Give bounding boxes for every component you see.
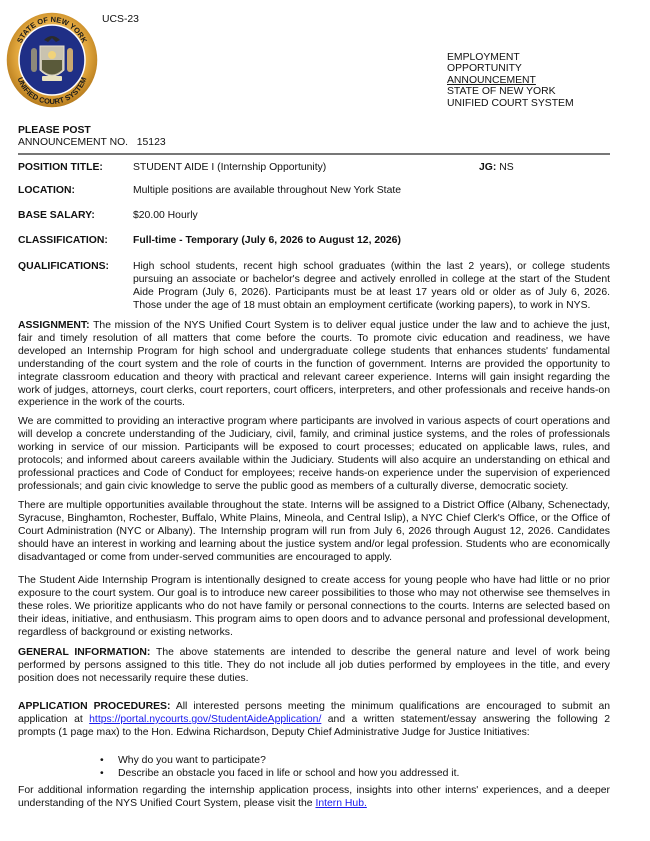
qualifications-label: QUALIFICATIONS: bbox=[18, 261, 110, 272]
announcement-number-value: 15123 bbox=[136, 137, 166, 148]
base-salary-label: BASE SALARY: bbox=[18, 210, 95, 221]
qualifications-value: High school students, recent high school graduates (within the last 2 years), or college students pursuing an associate or bachelor's degree and actively enrolled in college at the start of the Student Aide Program (July 6, 2026). Participants must be at least 17 years old or older as of July 6, 2026. Those under the age of 18 must obtain an employment certificate (working papers), to work in NYS. bbox=[133, 261, 610, 311]
location-value: Multiple positions are available throughout New York State bbox=[133, 185, 402, 196]
please-post-label: PLEASE POST bbox=[18, 125, 91, 136]
base-salary-value: $20.00 Hourly bbox=[133, 210, 198, 221]
essay-prompt-item: • Why do you want to participate? bbox=[100, 755, 459, 768]
location-label: LOCATION: bbox=[18, 185, 75, 196]
essay-prompts-list bbox=[100, 755, 459, 781]
general-information-paragraph bbox=[18, 647, 610, 686]
application-text-before: All interested persons meeting the minimum qualifications are encouraged to submit an application at bbox=[18, 701, 610, 725]
form-id: UCS-23 bbox=[102, 14, 139, 25]
program-paragraph: The Student Aide Internship Program is intentionally designed to create access for young people who have had little or no prior exposure to the court system. Our goal is to introduce new career possibilities to those who may not otherwise see themselves in these roles. We prioritize applicants who do not have family or personal connections to the courts. Interns are selected based on their ideas, initiative, and enthusiasm. This program aims to open doors and to advance personal and professional development, regardless of background or existing networks. bbox=[18, 575, 610, 638]
commitment-paragraph: We are committed to providing an interactive program where participants are involved in various aspects of court operations and will develop a concrete understanding of the Judiciary, civil, family, and criminal justice systems, and the roles of professionals working in service of our mission. Participants will be exposed to court processes; educated on applicable laws, rules, and protocols; and informed about careers available within the Judiciary. Students will also acquire an understanding on ethical and professional practices and Code of Conduct for employees; receive hands-on experience under the supervision of experienced professionals; and gain civic knowledge to serve the public good as members of a culturally diverse, democratic society. bbox=[18, 416, 610, 492]
title-line: STATE OF NEW YORK bbox=[447, 86, 556, 98]
additional-information-text: For additional information regarding the internship application process, insights into other interns' experiences, and a deeper understanding of the NYS Unified Court System, please visit the bbox=[18, 785, 610, 809]
assignment-heading: ASSIGNMENT: bbox=[18, 320, 90, 331]
title-line: UNIFIED COURT SYSTEM bbox=[447, 97, 574, 109]
application-portal-link[interactable]: https://portal.nycourts.gov/StudentAideApplication/ bbox=[89, 713, 322, 725]
header-divider bbox=[18, 153, 610, 155]
title-line: ANNOUNCEMENT bbox=[447, 74, 536, 86]
jg-value: NS bbox=[499, 162, 514, 173]
general-information-heading: GENERAL INFORMATION: bbox=[18, 647, 151, 658]
intern-hub-link[interactable]: Intern Hub. bbox=[315, 797, 367, 809]
svg-text:UNIFIED COURT SYSTEM: UNIFIED COURT SYSTEM bbox=[15, 75, 89, 107]
announcement-number bbox=[18, 137, 166, 150]
application-procedures-paragraph bbox=[18, 701, 610, 740]
general-information-text: The above statements are intended to describe the general nature and level of work being performed by persons assigned to this title. They do not include all job duties performed by employees in the title, and every position does not necessarily require these duties. bbox=[18, 647, 611, 684]
classification-label: CLASSIFICATION: bbox=[18, 235, 108, 246]
classification-value: Full-time - Temporary (July 6, 2026 to August 12, 2026) bbox=[133, 235, 401, 246]
title-line: OPPORTUNITY bbox=[447, 63, 522, 75]
application-procedures-heading: APPLICATION PROCEDURES: bbox=[18, 701, 171, 712]
nys-court-seal-logo bbox=[4, 10, 100, 110]
application-text-after: and a written statement/essay answering the following 2 prompts (1 page max) to the Hon. Edwina Richardson, Deputy Chief Administrative Judge for Justice Initiatives: bbox=[18, 713, 610, 738]
assignment-paragraph bbox=[18, 320, 610, 410]
position-title-value: STUDENT AIDE I (Internship Opportunity) bbox=[133, 162, 327, 173]
announcement-number-label: ANNOUNCEMENT NO. bbox=[18, 137, 129, 148]
announcement-title-block bbox=[447, 52, 574, 109]
position-title-label: POSITION TITLE: bbox=[18, 162, 103, 173]
opportunities-paragraph: There are multiple opportunities available throughout the state. Interns will be assigned to a District Office (Albany, Schenectady, Syracuse, Binghamton, Rochester, Buffalo, White Plains, Mineola, and Central Islip), a NYC Chief Clerk's Office, or the Office of Court Administration (NYC or Albany). The Internship program will run from July 6, 2026 through August 12, 2026. Candidates should have an interest in working and learning about the justice system and/or legal profession. Students who are economically disadvantaged or come from under-served communities are encouraged to apply. bbox=[18, 500, 610, 563]
essay-prompt-item: • Describe an obstacle you faced in life or school and how you addressed it. bbox=[100, 768, 459, 781]
additional-information-paragraph bbox=[18, 785, 610, 811]
svg-text:STATE OF NEW YORK: STATE OF NEW YORK bbox=[15, 14, 89, 45]
jg-field bbox=[479, 162, 514, 175]
title-line: EMPLOYMENT bbox=[447, 52, 520, 63]
jg-label: JG: bbox=[479, 162, 497, 173]
assignment-text: The mission of the NYS Unified Court System is to deliver equal justice under the law and to achieve the just, fair and timely resolution of all matters that come before the courts. To promote civic education and readiness, we have developed an Internship Program for high school and undergraduate college students that enhances students' fundamental understanding of the court system and the role of courts in the function of government. Interns are provided the opportunity to integrate classroom education and theory with practical and relevant career experience. Interns will gain insight regarding the work of judges, attorneys, court clerks, court reporters, court officers, interpreters, and other professionals and receive hands-on experience in the work of the courts. bbox=[18, 320, 610, 409]
